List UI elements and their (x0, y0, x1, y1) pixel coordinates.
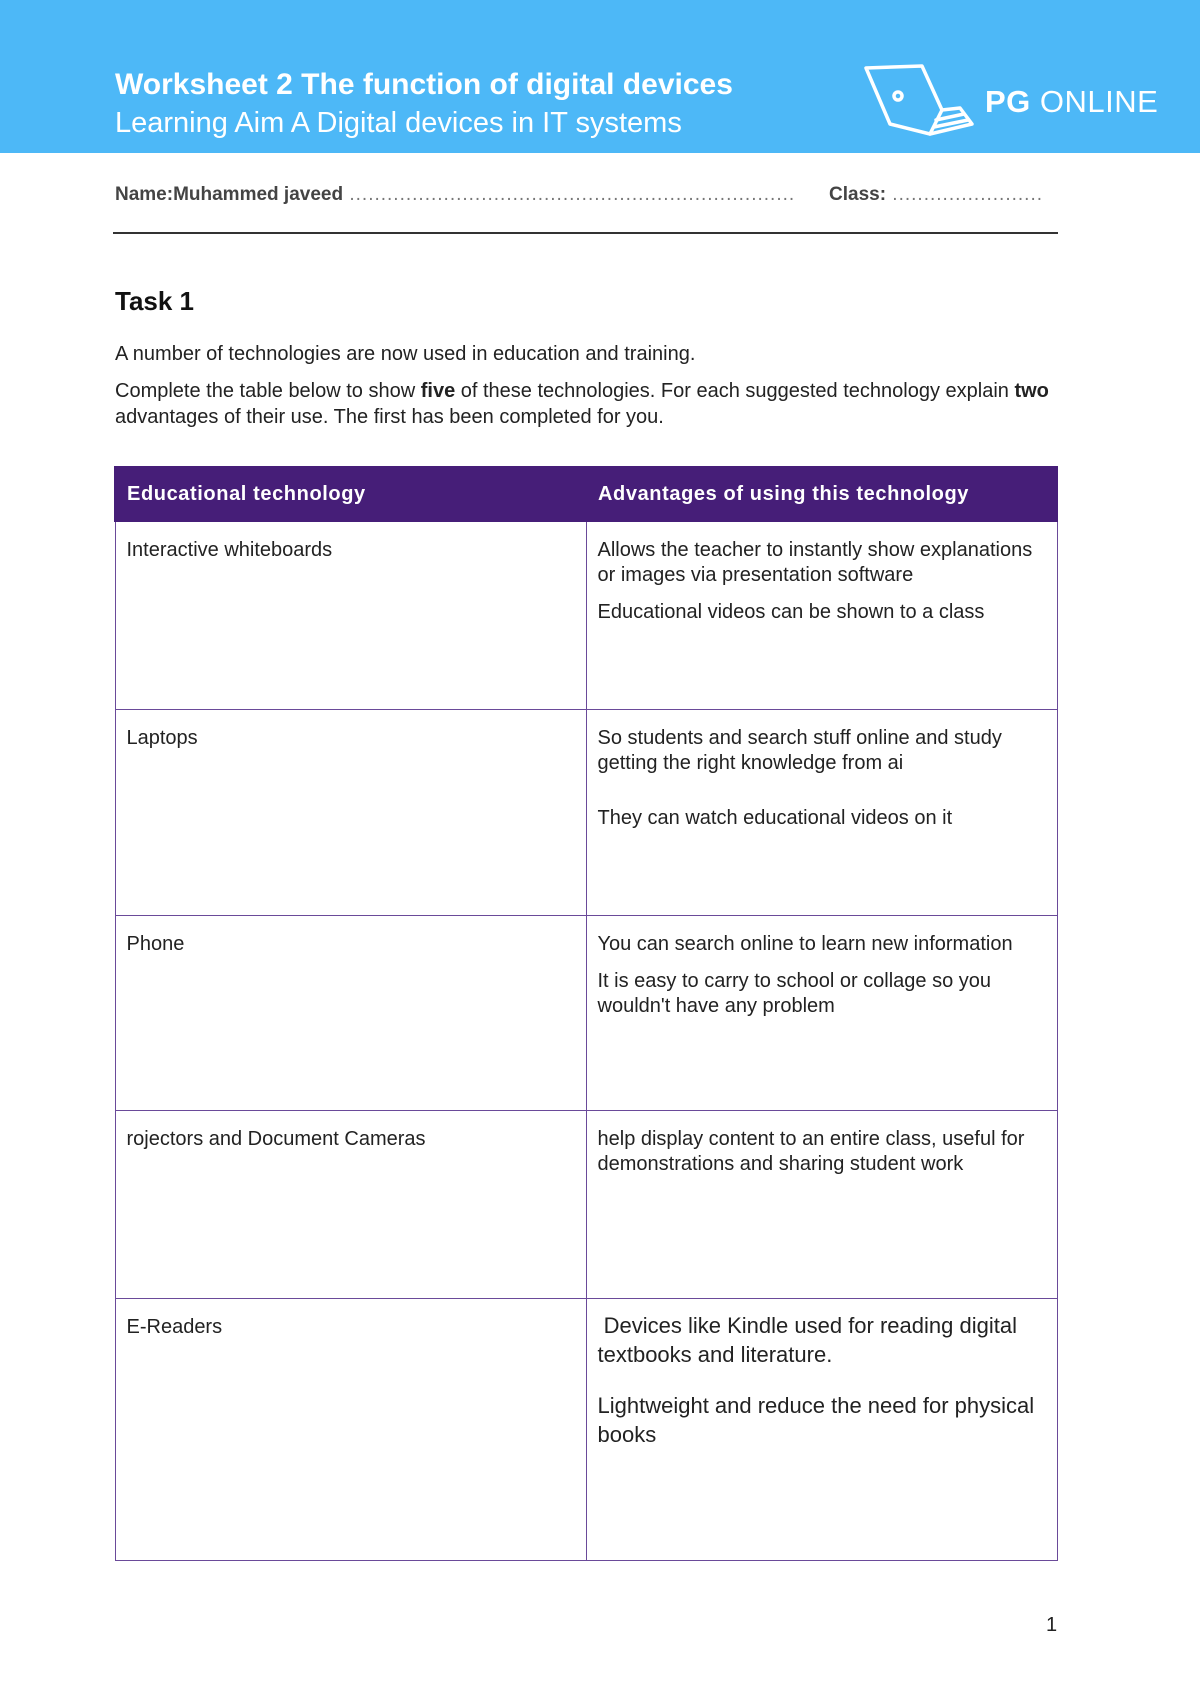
class-label: Class: (829, 184, 887, 205)
advantages-cell[interactable] (586, 521, 1057, 709)
name-dots: ....................................................................... (343, 184, 796, 205)
logo-wordmark (985, 84, 1158, 120)
tech-cell[interactable]: E-Readers (115, 1298, 586, 1560)
instr-part-3: advantages of their use. The first has been completed for you. (115, 406, 664, 428)
table-header-row (115, 467, 1057, 521)
task-instructions (115, 378, 1055, 430)
tech-cell[interactable]: Phone (115, 915, 586, 1110)
advantage-2: It is easy to carry to school or collage so you wouldn't have any problem (597, 969, 992, 1017)
advantage-1: Allows the teacher to instantly show explanations or images via presentation software (597, 539, 1033, 586)
class-dots[interactable]: ........................ (886, 184, 1044, 205)
instr-part-2: of these technologies. For each suggested technology explain (455, 380, 1015, 402)
advantage-2: They can watch educational videos on it (597, 806, 953, 829)
page-number: 1 (1046, 1614, 1058, 1636)
table-row (115, 1298, 1057, 1560)
pg-online-logo (860, 62, 1160, 142)
advantage-1: So students and search stuff online and study getting the right knowledge from ai (597, 726, 1002, 774)
col-header-technology: Educational technology (115, 467, 586, 521)
logo-wordmark-bold: PG (985, 84, 1031, 119)
laptop-icon (860, 62, 980, 142)
advantage-1: You can search online to learn new information (597, 932, 1013, 955)
tech-cell[interactable]: Interactive whiteboards (115, 521, 586, 709)
advantages-cell[interactable] (586, 1110, 1057, 1298)
name-label: Name: (115, 184, 174, 205)
logo-wordmark-rest: ONLINE (1030, 84, 1159, 119)
table-row (115, 521, 1057, 709)
advantages-cell[interactable] (586, 915, 1057, 1110)
tech-cell[interactable]: rojectors and Document Cameras (115, 1110, 586, 1298)
instr-part-1: Complete the table below to show (115, 380, 421, 402)
name-class-line (115, 184, 1055, 206)
name-value[interactable]: Muhammed javeed (173, 184, 344, 205)
tech-cell[interactable]: Laptops (115, 709, 586, 915)
advantage-1: help display content to an entire class, useful for demonstrations and sharing student work (597, 1127, 1025, 1175)
task-title: Task 1 (115, 286, 195, 316)
table-row (115, 915, 1057, 1110)
instr-bold-five: five (420, 380, 456, 402)
table-row (115, 709, 1057, 915)
advantage-1: Devices like Kindle used for reading digital textbooks and literature. (597, 1312, 1024, 1367)
advantage-2: Educational videos can be shown to a class (597, 601, 985, 623)
instr-bold-two: two (1014, 380, 1049, 402)
col-header-advantages: Advantages of using this technology (586, 467, 1057, 521)
class-field (829, 184, 1043, 206)
table-row (115, 1110, 1057, 1298)
worksheet-title: Worksheet 2 The function of digital devices (115, 68, 733, 101)
header-divider (113, 232, 1058, 234)
advantage-2: Lightweight and reduce the need for physical books (597, 1392, 1035, 1447)
learning-aim-subtitle: Learning Aim A Digital devices in IT systems (115, 107, 682, 139)
technology-table (114, 466, 1058, 1561)
advantages-cell[interactable] (586, 709, 1057, 915)
task-intro: A number of technologies are now used in education and training. (115, 343, 696, 365)
advantages-cell[interactable] (586, 1298, 1057, 1560)
